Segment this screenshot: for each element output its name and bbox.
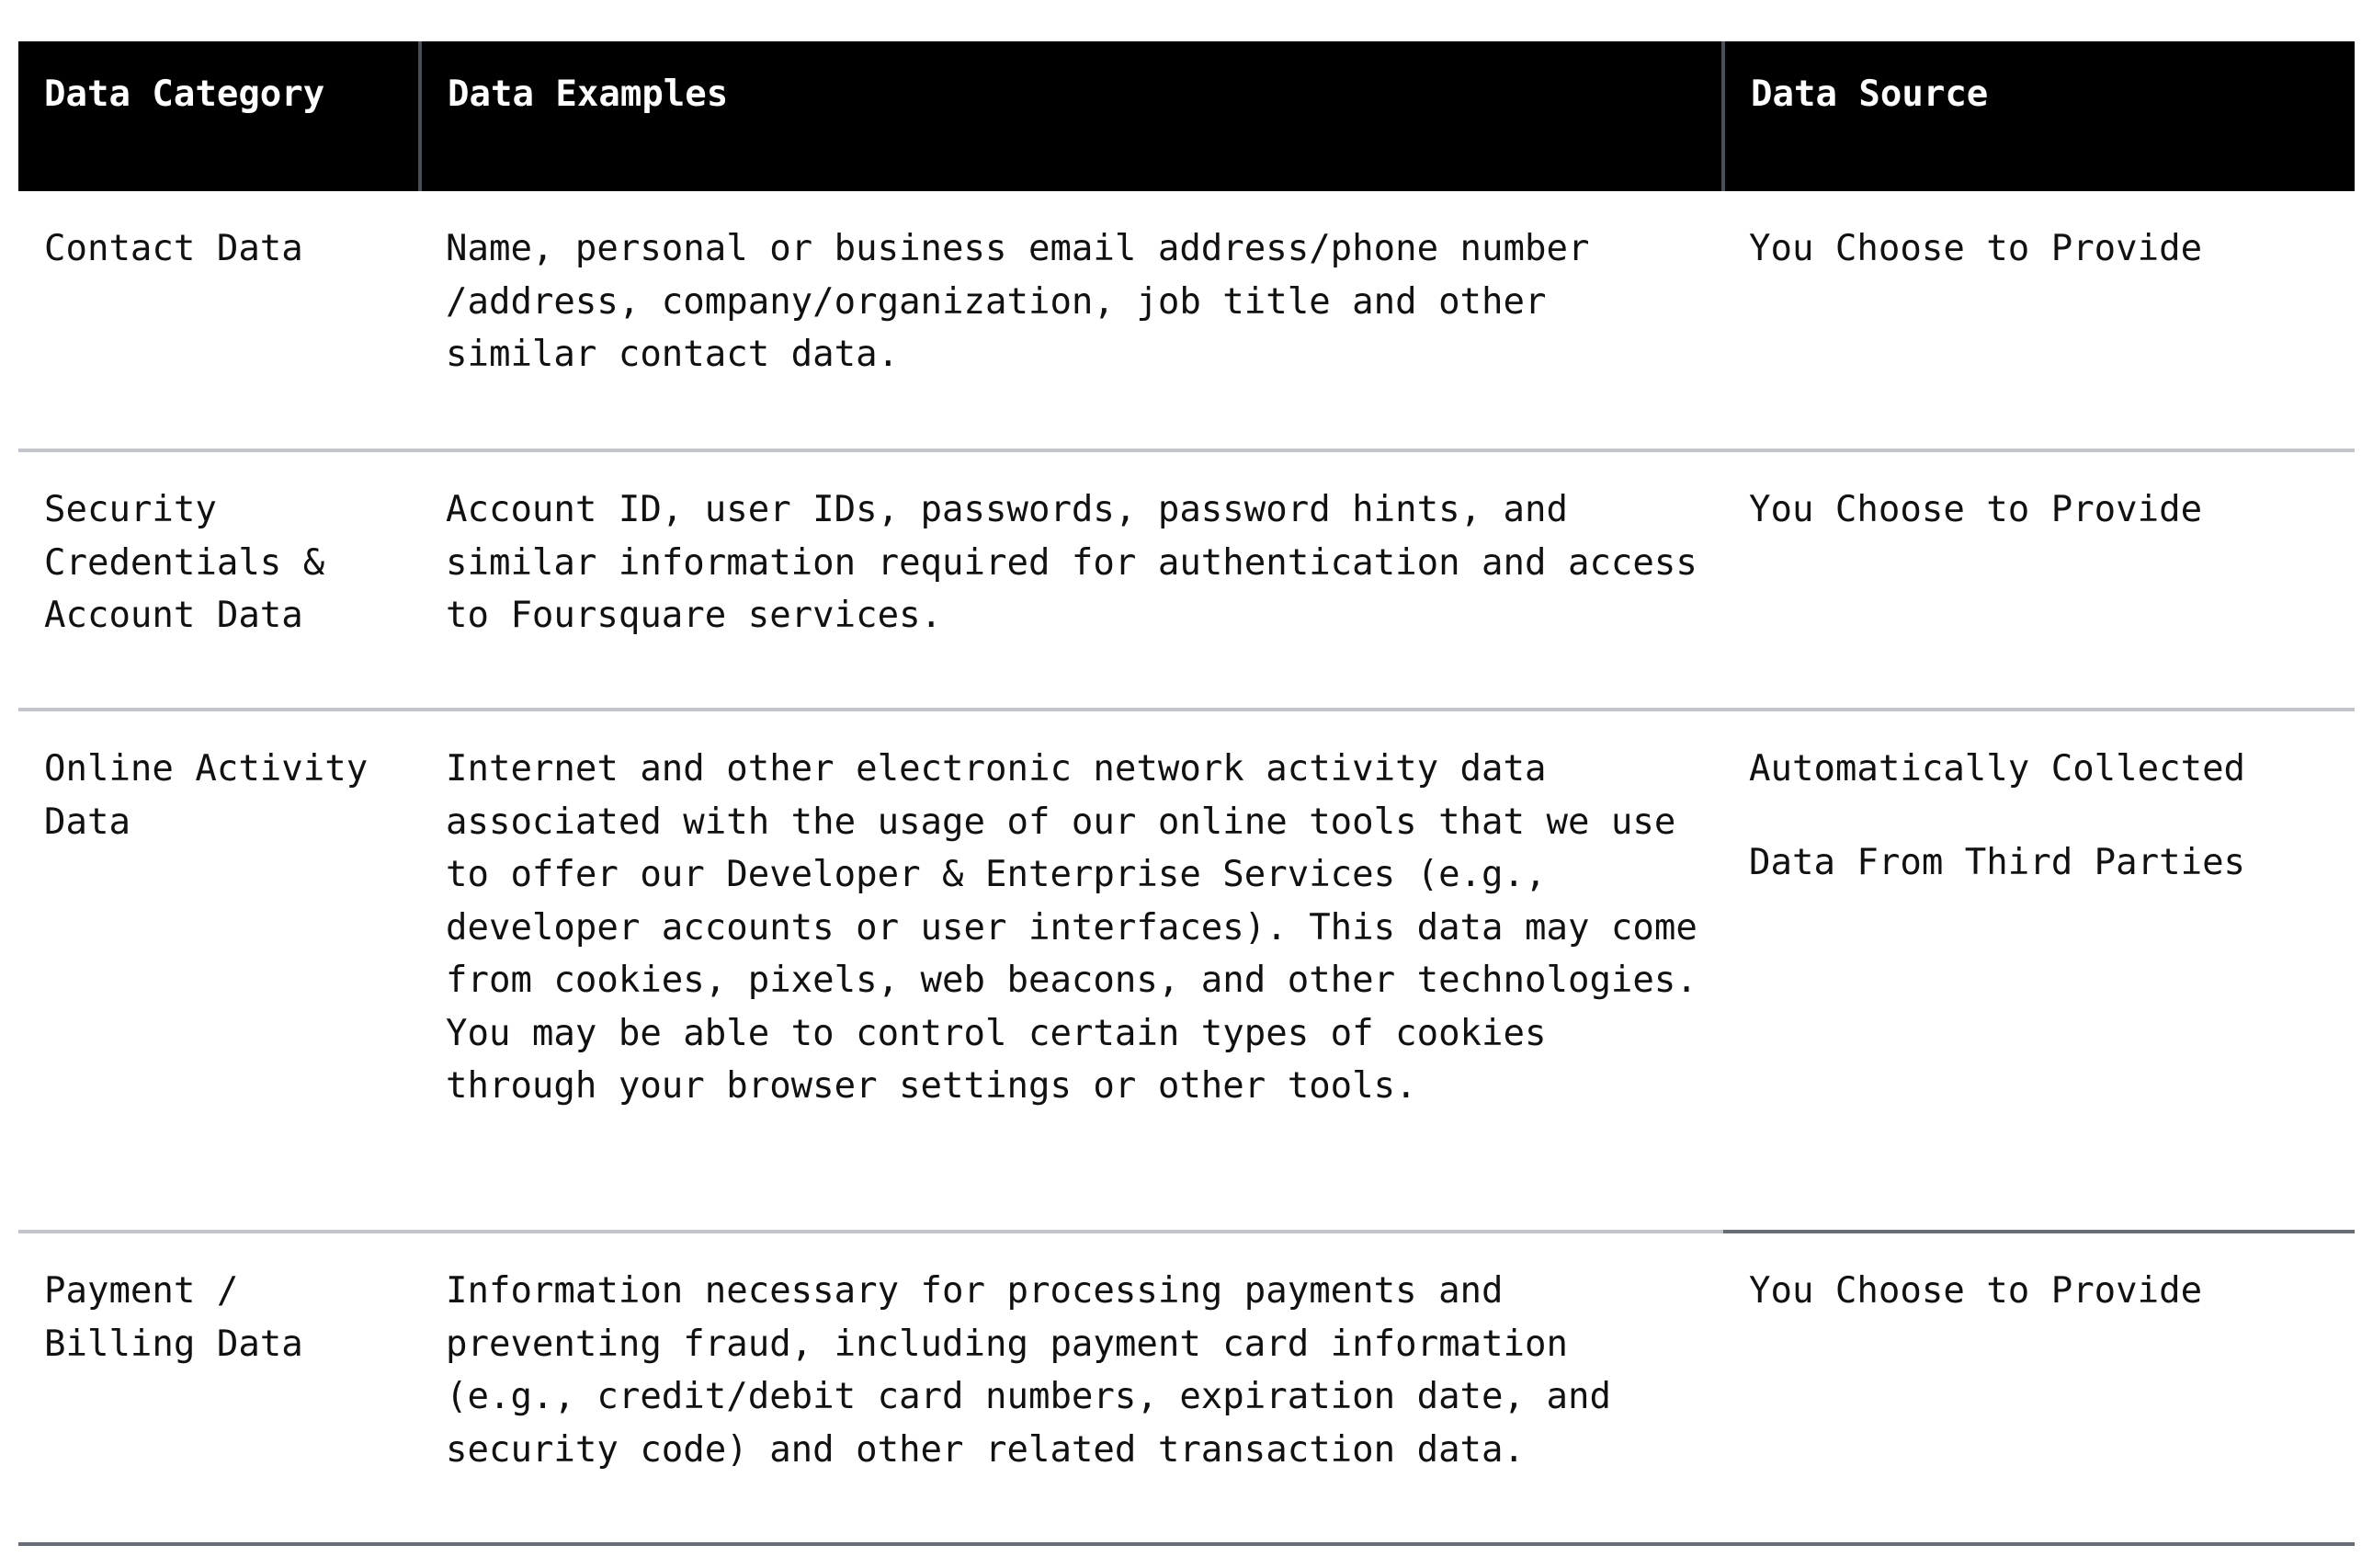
category-cell	[18, 1232, 420, 1544]
header-data-examples: Data Examples	[420, 41, 1723, 191]
category-text: Security Credentials & Account Data	[44, 489, 325, 636]
table-row	[18, 191, 2355, 450]
examples-text: Name, personal or business email address/phone number /address, company/organization, job title and other similar contact data.	[446, 228, 1590, 375]
source-text: You Choose to Provide	[1749, 228, 2203, 269]
category-cell	[18, 191, 420, 450]
category-cell	[18, 710, 420, 1232]
source-text: Data From Third Parties	[1749, 841, 2246, 883]
source-cell	[1723, 191, 2355, 450]
source-text: You Choose to Provide	[1749, 1270, 2203, 1312]
source-text: You Choose to Provide	[1749, 489, 2203, 530]
table-row	[18, 710, 2355, 1232]
examples-text: Information necessary for processing payments and preventing fraud, including payment card information (e.g., credit/debit card numbers, expiration date, and security code) and other related transaction data.	[446, 1270, 1611, 1471]
examples-cell	[420, 191, 1723, 450]
table-row	[18, 1232, 2355, 1544]
category-text: Contact Data	[44, 228, 303, 269]
examples-text: Account ID, user IDs, passwords, password hints, and similar information required for authentication and access to Foursquare services.	[446, 489, 1697, 636]
table-header	[18, 41, 2355, 191]
header-data-source: Data Source	[1723, 41, 2355, 191]
header-row	[18, 41, 2355, 191]
examples-cell	[420, 450, 1723, 710]
source-text: Automatically Collected	[1749, 748, 2246, 790]
source-cell	[1723, 710, 2355, 1232]
examples-cell	[420, 710, 1723, 1232]
category-text: Online Activity Data	[44, 748, 369, 843]
source-cell	[1723, 1232, 2355, 1544]
table-body	[18, 191, 2355, 1544]
header-data-category: Data Category	[18, 41, 420, 191]
examples-cell	[420, 1232, 1723, 1544]
data-categories-table-container	[18, 41, 2355, 1546]
source-cell	[1723, 450, 2355, 710]
category-cell	[18, 450, 420, 710]
category-text: Payment / Billing Data	[44, 1270, 303, 1365]
table-row	[18, 450, 2355, 710]
data-categories-table	[18, 41, 2355, 1546]
examples-text: Internet and other electronic network activity data associated with the usage of our online tools that we use to offer our Developer & Enterprise Services (e.g., developer accounts or user interfaces). This data may come from cookies, pixels, web beacons, and other technologies. You may be able to control certain types of cookies through your browser settings or other tools.	[446, 748, 1697, 1107]
